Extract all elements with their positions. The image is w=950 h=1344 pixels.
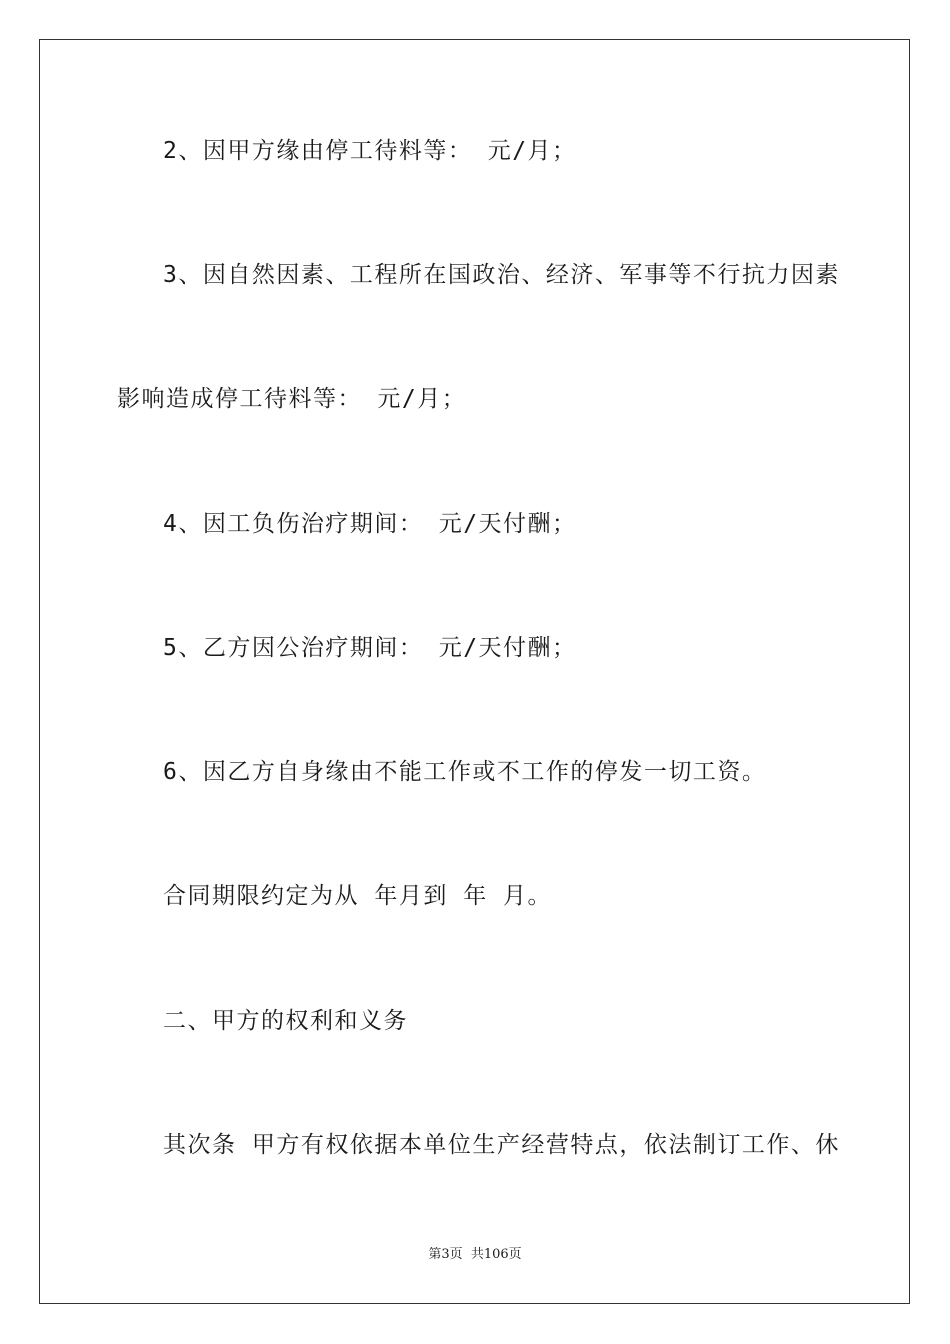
paragraph-line: 3、因自然因素、工程所在国政治、经济、军事等不行抗力因素	[163, 262, 840, 288]
page-border	[39, 39, 910, 1304]
page-number-footer: 第3页 共106页	[428, 1247, 522, 1262]
paragraph-line: 5、乙方因公治疗期间： 元/天付酬；	[163, 635, 577, 661]
paragraph-line: 4、因工负伤治疗期间： 元/天付酬；	[163, 511, 577, 537]
paragraph-line: 其次条 甲方有权依据本单位生产经营特点，依法制订工作、休	[163, 1132, 840, 1158]
section-heading: 二、甲方的权利和义务	[163, 1008, 408, 1034]
paragraph-line: 合同期限约定为从 年月到 年 月。	[163, 883, 553, 909]
paragraph-line: 影响造成停工待料等： 元/月；	[117, 386, 467, 412]
paragraph-line: 6、因乙方自身缘由不能工作或不工作的停发一切工资。	[163, 759, 767, 785]
paragraph-line: 2、因甲方缘由停工待料等： 元/月；	[163, 138, 577, 164]
